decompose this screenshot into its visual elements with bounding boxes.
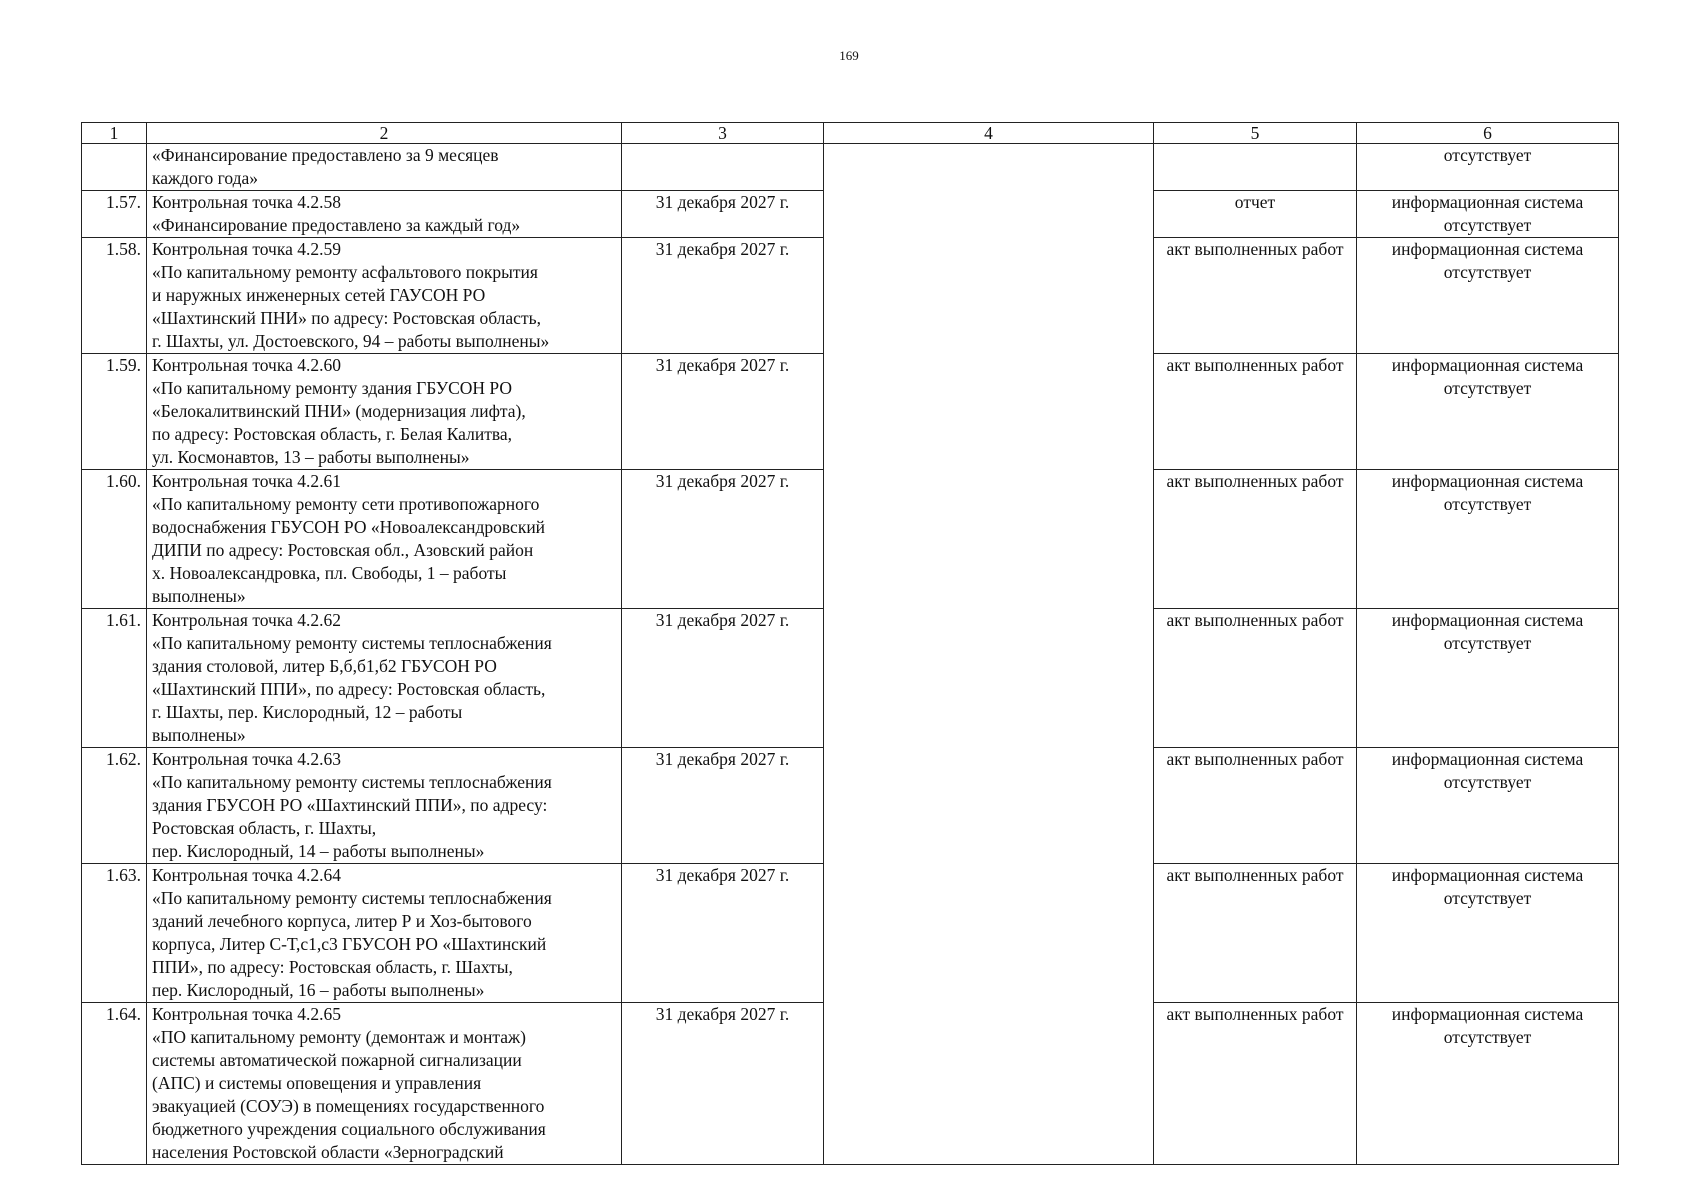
- row-description: Контрольная точка 4.2.64 «По капитальному ремонту системы теплоснабжения зданий лечебного корпуса, литер Р и Хоз-бытового корпуса, Литер С-Т,с1,с3 ГБУСОН РО «Шахтинский ППИ», по адресу: Ростовская область, г. Шахты, пер. Кислородный, 16 – работы выполнены»: [147, 864, 622, 1003]
- row-description: Контрольная точка 4.2.62 «По капитальному ремонту системы теплоснабжения здания столовой, литер Б,б,б1,б2 ГБУСОН РО «Шахтинский ППИ», по адресу: Ростовская область, г. Шахты, пер. Кислородный, 12 – работы выполнены»: [147, 609, 622, 748]
- row-document: отчет: [1154, 191, 1357, 238]
- row-date: 31 декабря 2027 г.: [622, 748, 824, 864]
- table-row: [82, 144, 1619, 191]
- row-number: 1.59.: [82, 354, 147, 470]
- row-number: 1.60.: [82, 470, 147, 609]
- row-description: Контрольная точка 4.2.58 «Финансирование предоставлено за каждый год»: [147, 191, 622, 238]
- column-header-2: 2: [147, 123, 622, 144]
- column-header-4: 4: [824, 123, 1154, 144]
- row-date: 31 декабря 2027 г.: [622, 609, 824, 748]
- row-info-system: информационная система отсутствует: [1357, 864, 1619, 1003]
- column-header-5: 5: [1154, 123, 1357, 144]
- row-date: 31 декабря 2027 г.: [622, 1003, 824, 1165]
- row-document: акт выполненных работ: [1154, 354, 1357, 470]
- responsible-cell: [824, 144, 1154, 1165]
- row-document: акт выполненных работ: [1154, 470, 1357, 609]
- row-date: 31 декабря 2027 г.: [622, 470, 824, 609]
- row-date: 31 декабря 2027 г.: [622, 191, 824, 238]
- row-number: [82, 144, 147, 191]
- row-document: акт выполненных работ: [1154, 609, 1357, 748]
- row-number: 1.57.: [82, 191, 147, 238]
- row-document: акт выполненных работ: [1154, 864, 1357, 1003]
- row-info-system: отсутствует: [1357, 144, 1619, 191]
- row-date: 31 декабря 2027 г.: [622, 864, 824, 1003]
- table-header-row: [82, 123, 1619, 144]
- row-number: 1.64.: [82, 1003, 147, 1165]
- row-document: акт выполненных работ: [1154, 1003, 1357, 1165]
- row-info-system: информационная система отсутствует: [1357, 609, 1619, 748]
- row-info-system: информационная система отсутствует: [1357, 748, 1619, 864]
- row-description: Контрольная точка 4.2.61 «По капитальному ремонту сети противопожарного водоснабжения ГБУСОН РО «Новоалександровский ДИПИ по адресу: Ростовская обл., Азовский район х. Новоалександровка, пл. Свободы, 1 – работы выполнены»: [147, 470, 622, 609]
- column-header-6: 6: [1357, 123, 1619, 144]
- row-description: Контрольная точка 4.2.59 «По капитальному ремонту асфальтового покрытия и наружных инженерных сетей ГАУСОН РО «Шахтинский ПНИ» по адресу: Ростовская область, г. Шахты, ул. Достоевского, 94 – работы выполнены»: [147, 238, 622, 354]
- row-number: 1.63.: [82, 864, 147, 1003]
- row-document: акт выполненных работ: [1154, 748, 1357, 864]
- row-description: Контрольная точка 4.2.63 «По капитальному ремонту системы теплоснабжения здания ГБУСОН РО «Шахтинский ППИ», по адресу: Ростовская область, г. Шахты, пер. Кислородный, 14 – работы выполнены»: [147, 748, 622, 864]
- row-info-system: информационная система отсутствует: [1357, 238, 1619, 354]
- row-info-system: информационная система отсутствует: [1357, 191, 1619, 238]
- page-number: 169: [839, 48, 859, 63]
- row-description: «Финансирование предоставлено за 9 месяцев каждого года»: [147, 144, 622, 191]
- row-date: 31 декабря 2027 г.: [622, 354, 824, 470]
- column-header-1: 1: [82, 123, 147, 144]
- control-points-table: [81, 122, 1619, 1165]
- row-number: 1.62.: [82, 748, 147, 864]
- row-document: акт выполненных работ: [1154, 238, 1357, 354]
- row-info-system: информационная система отсутствует: [1357, 354, 1619, 470]
- row-description: Контрольная точка 4.2.60 «По капитальному ремонту здания ГБУСОН РО «Белокалитвинский ПНИ» (модернизация лифта), по адресу: Ростовская область, г. Белая Калитва, ул. Космонавтов, 13 – работы выполнены»: [147, 354, 622, 470]
- row-info-system: информационная система отсутствует: [1357, 1003, 1619, 1165]
- row-info-system: информационная система отсутствует: [1357, 470, 1619, 609]
- row-document: [1154, 144, 1357, 191]
- row-date: [622, 144, 824, 191]
- row-number: 1.61.: [82, 609, 147, 748]
- row-date: 31 декабря 2027 г.: [622, 238, 824, 354]
- row-description: Контрольная точка 4.2.65 «ПО капитальному ремонту (демонтаж и монтаж) системы автоматической пожарной сигнализации (АПС) и системы оповещения и управления эвакуацией (СОУЭ) в помещениях государственного бюджетного учреждения социального обслуживания населения Ростовской области «Зерноградский: [147, 1003, 622, 1165]
- column-header-3: 3: [622, 123, 824, 144]
- row-number: 1.58.: [82, 238, 147, 354]
